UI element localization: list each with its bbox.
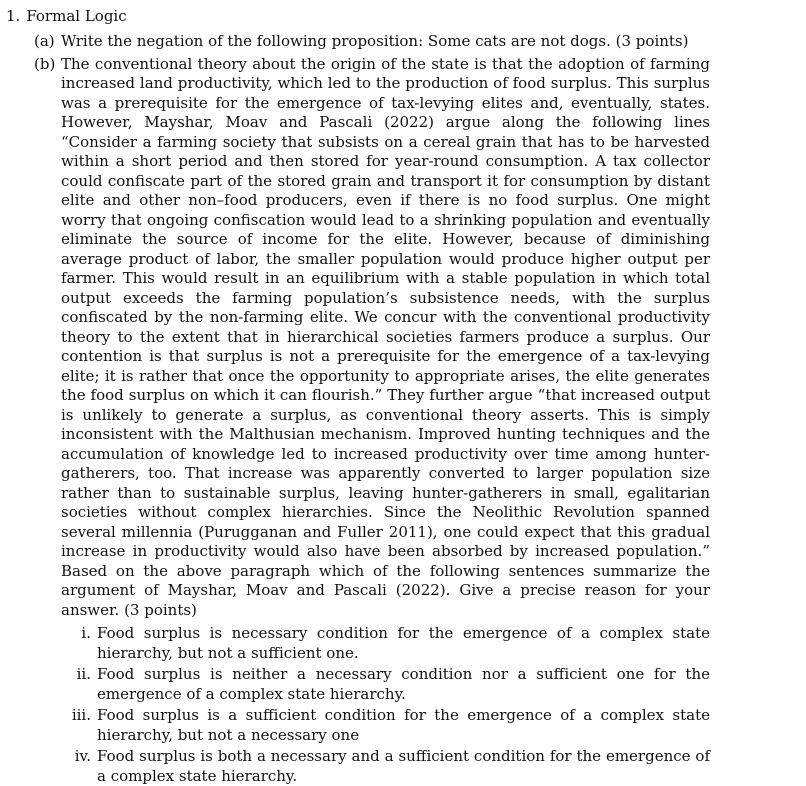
option-text: Food surplus is necessary condition for the emergence of a complex state hierarchy, but not a sufficient one. bbox=[97, 624, 710, 662]
section-heading bbox=[6, 6, 806, 26]
option-text: Food surplus is both a necessary and a sufficient condition for the emergence of a complex state hierarchy. bbox=[97, 747, 710, 785]
question-part-a bbox=[34, 32, 710, 52]
answer-options-list bbox=[61, 624, 710, 786]
question-part-b bbox=[34, 55, 710, 621]
part-b-label: (b) bbox=[34, 54, 56, 73]
option-text: Food surplus is neither a necessary condition nor a sufficient one for the emergence of a complex state hierarchy. bbox=[97, 665, 710, 703]
answer-option-i bbox=[61, 624, 710, 663]
part-b-text: The conventional theory about the origin of the state is that the adoption of farming increased land productivity, which led to the production of food surplus. This surplus was a prerequisite for the emergence of tax-levying elites and, eventually, states. However, Mayshar, Moav and Pascali (2022) argue along the following lines “Consider a farming society that subsists on a cereal grain that has to be harvested within a short period and then stored for year-round consumption. A tax collector could confiscate part of the stored grain and transport it for consumption by distant elite and other non–food producers, even if there is no food surplus. One might worry that ongoing confiscation would lead to a shrinking population and eventually eliminate the source of income for the elite. However, because of diminishing average product of labor, the smaller population would produce higher output per farmer. This would result in an equilibrium with a stable population in which total output exceeds the farming population’s subsistence needs, with the surplus confiscated by the non-farming elite. We concur with the conventional productivity theory to the extent that in hierarchical societies farmers produce a surplus. Our contention is that surplus is not a prerequisite for the emergence of a tax-levying elite; it is rather that once the opportunity to appropriate arises, the elite generates the food surplus on which it can flourish.” They further argue “that increased output is unlikely to generate a surplus, as conventional theory asserts. This is simply inconsistent with the Malthusian mechanism. Improved hunting techniques and the accumulation of knowledge led to increased productivity over time among hunter-gatherers, too. That increase was apparently converted to larger population size rather than to sustainable surplus, leaving hunter-gatherers in small, egalitarian societies without complex hierarchies. Since the Neolithic Revolution spanned several millennia (Purugganan and Fuller 2011), one could expect that this gradual increase in productivity would also have been absorbed by increased population.” Based on the above paragraph which of the following sentences summarize the argument of Mayshar, Moav and Pascali (2022). Give a precise reason for your answer. (3 points) bbox=[61, 54, 710, 619]
part-a-text: Write the negation of the following proposition: Some cats are not dogs. (3 points) bbox=[61, 32, 689, 50]
section-number: 1. bbox=[6, 7, 21, 25]
option-text: Food surplus is a sufficient condition for the emergence of a complex state hierarchy, but not a necessary one bbox=[97, 706, 710, 744]
answer-option-iii bbox=[61, 706, 710, 745]
option-label: iv. bbox=[74, 747, 91, 765]
answer-option-iv bbox=[61, 747, 710, 786]
option-label: i. bbox=[81, 624, 91, 642]
answer-option-ii bbox=[61, 665, 710, 704]
option-label: ii. bbox=[76, 665, 91, 683]
part-a-label: (a) bbox=[34, 32, 55, 50]
section-title: Formal Logic bbox=[26, 7, 127, 25]
option-label: iii. bbox=[71, 706, 91, 724]
